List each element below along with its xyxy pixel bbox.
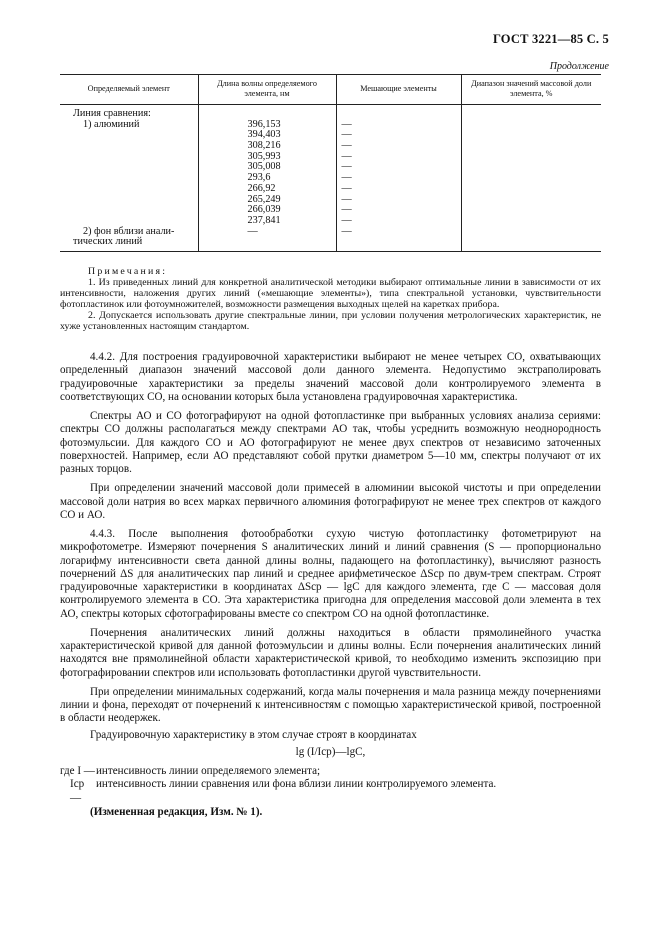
notes-title: Примечания:: [88, 266, 168, 277]
cell-line: —: [341, 204, 352, 216]
paragraph: Почернения аналитических линий должны находиться в области прямолинейного участка характеристической кривой для данной фотоэмульсии и длины волны. Если почернения аналитических линий находятся вне прямолинейной области характеристической кривой, то необходимо изменить экспозицию при фотографировании спектров или использовать фотопластинки другой чувствительности.: [60, 626, 601, 679]
formula: lg (I/Iср)—lgC,: [295, 745, 366, 758]
range-cell: [461, 105, 601, 252]
legend-key: Iср —: [70, 778, 85, 804]
cell-line: 1) алюминий: [83, 118, 140, 130]
body-text: [60, 351, 601, 819]
cell-line: —: [341, 214, 352, 226]
cell-line: [63, 130, 195, 141]
cell-line: [63, 162, 195, 173]
paragraph: При определении минимальных содержаний, когда малы почернения и мала разница между почернениями линии и фона, переходят от почернений к интенсивностям с помощью характеристической кривой, построенной в области неодержек.: [60, 685, 601, 725]
cell-line: [63, 195, 195, 206]
legend-text: интенсивность линии сравнения или фона вблизи линии контролируемого элемента.: [96, 778, 497, 791]
cell-line: [63, 216, 195, 227]
cell-line: 305,008: [247, 161, 281, 173]
cell-line: 394,403: [247, 129, 281, 141]
column-header: Диапазон значений массовой доли элемента, %: [461, 75, 601, 105]
column-header: Определяемый элемент: [60, 75, 198, 105]
cell-line: [202, 237, 333, 248]
cell-line: —: [341, 172, 352, 184]
column-header: Длина волны определяемого элемента, нм: [198, 75, 336, 105]
paragraph: 4.4.2. Для построения градуировочной характеристики выбирают не менее четырех СО, охватывающих определенный диапазон значений массовой доли данного элемента. Недопустимо экстраполировать градуировочные характеристики за пределы значений массовой доли контролируемого элемента в соответствующих СО, на основании которых была установлена градуировочная характеристика.: [60, 351, 601, 403]
table-row: [60, 105, 601, 252]
cell-line: 293,6: [247, 172, 271, 184]
cell-line: [340, 109, 458, 120]
amendment-note: (Измененная редакция, Изм. № 1).: [90, 805, 263, 818]
column-header: Мешающие элементы: [336, 75, 461, 105]
paragraph: Градуировочную характеристику в этом случае строят в координатах: [90, 728, 417, 741]
table-header-row: [60, 75, 601, 105]
page-header: ГОСТ 3221—85 С. 5: [492, 32, 609, 46]
note-item: 1. Из приведенных линий для конкретной аналитической методики выбирают оптимальные линии в зависимости от их интенсивности, наложения других линий («мешающие элементы»), типа спектральной установки, чувствительности фотопластинок или фотоумножителей, возможности размещения выходных щелей на каретках прибора.: [60, 277, 601, 311]
cell-line: —: [341, 182, 352, 194]
cell-line: [63, 184, 195, 195]
cell-line: [63, 205, 195, 216]
wavelength-cell: [198, 105, 336, 252]
cell-line: —: [247, 225, 258, 237]
cell-line: —: [341, 150, 352, 162]
cell-line: 265,249: [247, 193, 281, 205]
cell-line: 237,841: [247, 214, 281, 226]
cell-line: 266,039: [247, 204, 281, 216]
cell-line: [63, 141, 195, 152]
cell-line: —: [341, 118, 352, 130]
continued-label: Продолжение: [549, 61, 609, 72]
cell-line: —: [341, 129, 352, 141]
cell-line: —: [341, 193, 352, 205]
notes-block: [60, 266, 601, 333]
element-cell: [60, 105, 198, 252]
cell-line: тических линий: [73, 236, 143, 248]
cell-line: [63, 152, 195, 163]
cell-line: 396,153: [247, 118, 281, 130]
legend-text: интенсивность линии определяемого элемента;: [96, 765, 321, 777]
cell-line: —: [341, 161, 352, 173]
spectral-lines-table: [60, 74, 601, 252]
cell-line: [63, 173, 195, 184]
formula-legend: [60, 765, 601, 805]
note-item: 2. Допускается использовать другие спектральные линии, при условии получения метрологических характеристик, не хуже установленных настоящим стандартом.: [60, 310, 601, 333]
cell-line: 266,92: [247, 182, 276, 194]
paragraph: 4.4.3. После выполнения фотообработки сухую чистую фотопластинку фотометрируют на микрофотометре. Измеряют почернения S аналитических линий и линий сравнения (S — пропорционально логарифму интенсивности света данной длины волны, падающего на фотопластинку), вычисляют разность почернений ΔS для аналитических пар линий и среднее арифметическое ΔSср по двум-трем спектрам. Строят градуировочные характеристики в координатах ΔSср — lgC для каждого элемента, где C — массовая доля контролируемого элемента в СО. Эта характеристика пригодна для определения массовой доли элемента в тех АО, спектры которых сфотографированы вместе со спектром СО на одной фотопластинке.: [60, 528, 601, 620]
cell-line: 308,216: [247, 140, 281, 152]
cell-line: 305,993: [247, 150, 281, 162]
paragraph: Спектры АО и СО фотографируют на одной фотопластинке при выбранных условиях анализа сериями: спектры СО должны располагаться между спектрами АО так, чтобы усреднить возможную неоднородность фотоэмульсии. Для каждого СО и АО фотографируют не менее двух спектров от независимо заточенных поверхностей. Например, если АО представляют собой прутки диаметром 5—10 мм, спектры получают от их разных торцов.: [60, 410, 601, 475]
cell-line: Линия сравнения:: [73, 108, 151, 119]
cell-line: [340, 237, 458, 248]
legend-row: [60, 765, 601, 778]
cell-line: 2) фон вблизи анали-: [83, 225, 175, 237]
interfering-cell: [336, 105, 461, 252]
cell-line: —: [341, 140, 352, 152]
paragraph: При определении значений массовой доли примесей в алюминии высокой чистоты и при определении массовой доли натрия во всех марках первичного алюминия фотографируют не менее трех спектров от каждого СО и АО.: [60, 482, 601, 521]
legend-row: [60, 778, 601, 805]
cell-line: —: [341, 225, 352, 237]
legend-key: где I —: [60, 765, 95, 777]
